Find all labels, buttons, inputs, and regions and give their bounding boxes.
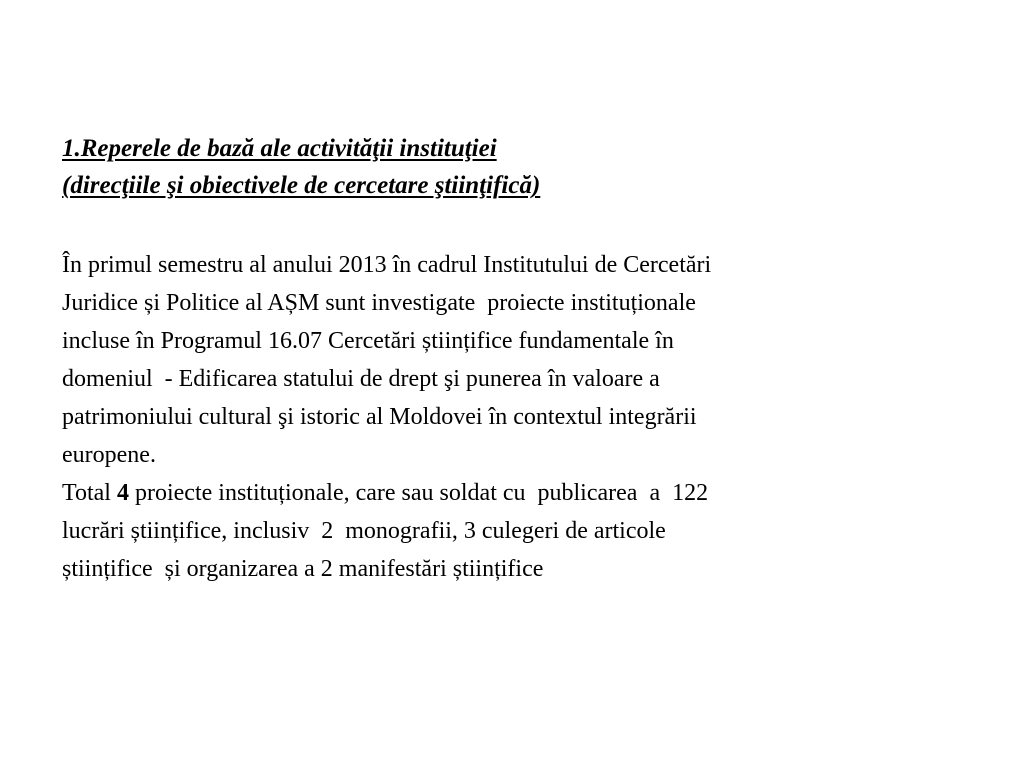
paragraph-1-line-4: domeniul - Edificarea statului de drept şi punerea în valoare a <box>62 366 660 392</box>
heading-line-1: 1.Reperele de bază ale activităţii instituţiei <box>62 135 497 162</box>
paragraph-2-line-2: lucrări științifice, inclusiv 2 monografii, 3 culegeri de articole <box>62 518 666 544</box>
paragraph-2 <box>62 474 962 588</box>
paragraph-2-line-1 <box>62 474 962 512</box>
body-text <box>62 246 962 588</box>
total-suffix: proiecte instituționale, care sau soldat cu publicarea a 122 <box>128 480 709 506</box>
paragraph-1-line-2: Juridice și Politice al AȘM sunt investigate proiecte instituționale <box>62 290 696 316</box>
paragraph-1-line-1: În primul semestru al anului 2013 în cadrul Institutului de Cercetări <box>62 252 712 278</box>
paragraph-2-line-3: științifice și organizarea a 2 manifestări științifice <box>62 556 544 582</box>
paragraph-1-line-6: europene. <box>62 442 156 468</box>
project-count: 4 <box>116 480 129 506</box>
heading-line-2: (direcţiile şi obiectivele de cercetare ştiinţifică) <box>62 172 541 199</box>
total-prefix: Total <box>62 480 117 506</box>
paragraph-1 <box>62 246 962 474</box>
section-heading <box>62 130 962 204</box>
paragraph-1-line-5: patrimoniului cultural şi istoric al Moldovei în contextul integrării <box>62 404 697 430</box>
paragraph-1-line-3: incluse în Programul 16.07 Cercetări științifice fundamentale în <box>62 328 674 354</box>
